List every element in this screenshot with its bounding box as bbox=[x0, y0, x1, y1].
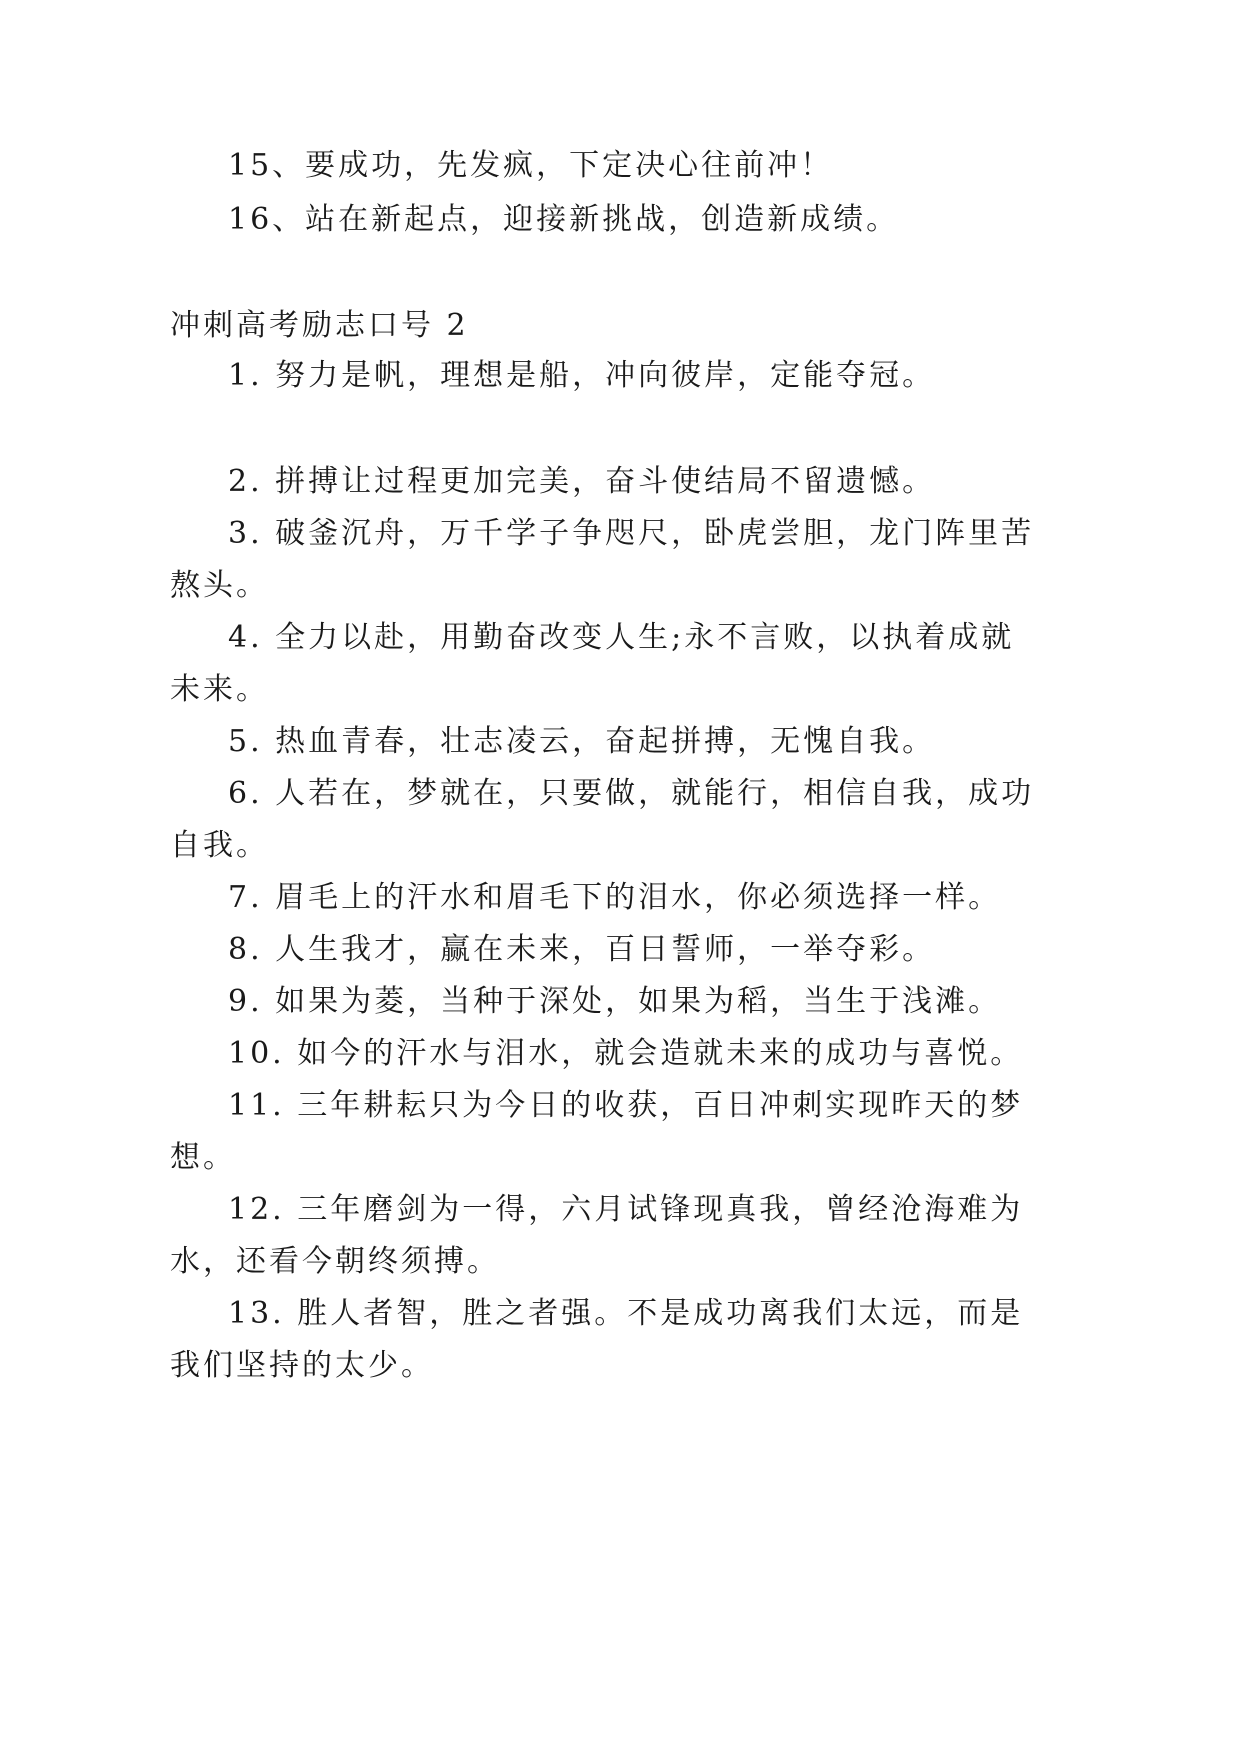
slogan-line-3-continued: 熬头。 bbox=[170, 568, 269, 603]
slogan-line-13-continued: 我们坚持的太少。 bbox=[170, 1348, 434, 1383]
slogan-line-12-continued: 水，还看今朝终须搏。 bbox=[170, 1244, 500, 1279]
slogan-line-2: 2. 拼搏让过程更加完美，奋斗使结局不留遗憾。 bbox=[228, 464, 936, 499]
slogan-line-6-continued: 自我。 bbox=[170, 828, 269, 863]
slogan-line-13: 13. 胜人者智，胜之者强。不是成功离我们太远，而是 bbox=[228, 1296, 1024, 1331]
slogan-line-8: 8. 人生我才，赢在未来，百日誓师，一举夺彩。 bbox=[228, 932, 936, 967]
slogan-line-9: 9. 如果为菱，当种于深处，如果为稻，当生于浅滩。 bbox=[228, 984, 1002, 1019]
slogan-line-15: 15、要成功，先发疯，下定决心往前冲！ bbox=[228, 148, 834, 183]
slogan-line-6: 6. 人若在，梦就在，只要做，就能行，相信自我，成功 bbox=[228, 776, 1035, 811]
slogan-line-4-continued: 未来。 bbox=[170, 672, 269, 707]
slogan-line-10: 10. 如今的汗水与泪水，就会造就未来的成功与喜悦。 bbox=[228, 1036, 1024, 1071]
slogan-line-11-continued: 想。 bbox=[170, 1140, 236, 1175]
slogan-line-3: 3. 破釜沉舟，万千学子争咫尺，卧虎尝胆，龙门阵里苦 bbox=[228, 516, 1035, 551]
slogan-line-11: 11. 三年耕耘只为今日的收获，百日冲刺实现昨天的梦 bbox=[228, 1088, 1024, 1123]
section-heading: 冲刺高考励志口号 2 bbox=[170, 308, 469, 343]
slogan-line-16: 16、站在新起点，迎接新挑战，创造新成绩。 bbox=[228, 202, 900, 237]
slogan-line-12: 12. 三年磨剑为一得，六月试锋现真我，曾经沧海难为 bbox=[228, 1192, 1024, 1227]
slogan-line-1: 1. 努力是帆，理想是船，冲向彼岸，定能夺冠。 bbox=[228, 358, 936, 393]
slogan-line-5: 5. 热血青春，壮志凌云，奋起拼搏，无愧自我。 bbox=[228, 724, 936, 759]
slogan-line-7: 7. 眉毛上的汗水和眉毛下的泪水，你必须选择一样。 bbox=[228, 880, 1002, 915]
slogan-line-4: 4. 全力以赴，用勤奋改变人生;永不言败，以执着成就 bbox=[228, 620, 1015, 655]
